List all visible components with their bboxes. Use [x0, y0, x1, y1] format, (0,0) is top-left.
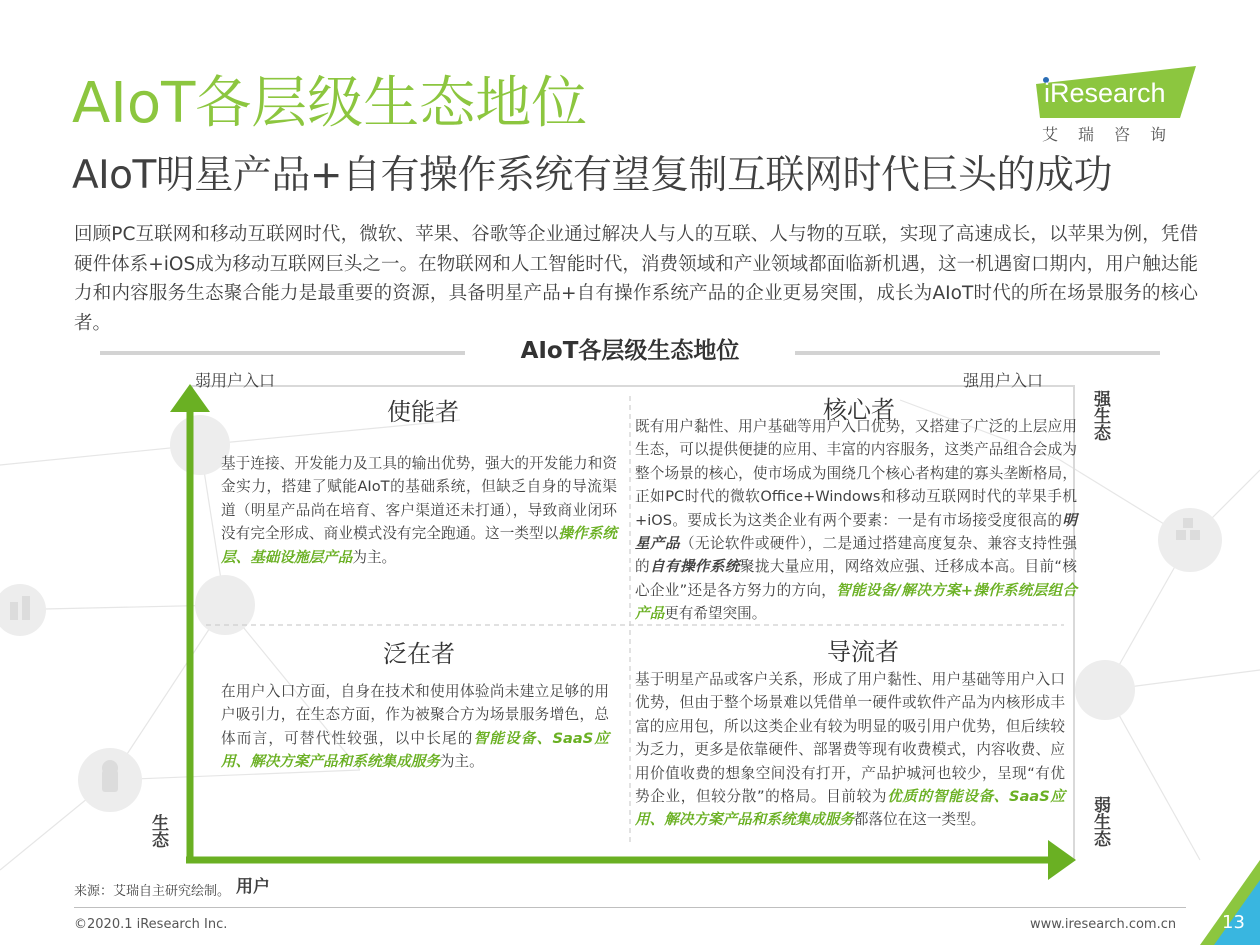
diagram-title: AIoT各层级生态地位	[520, 338, 740, 364]
logo-chinese: 艾瑞咨询	[1042, 125, 1187, 144]
website-link[interactable]: www.iresearch.com.cn	[1030, 917, 1177, 932]
source-note: 来源：艾瑞自主研究绘制。	[74, 884, 231, 899]
footer-divider	[74, 907, 1186, 908]
copyright-text: ©2020.1 iResearch Inc.	[74, 917, 228, 932]
x-axis-label: 用户	[236, 877, 270, 897]
core-bold-1: 明星产品	[635, 511, 1077, 553]
quadrant-ubiquitous-text	[221, 680, 609, 774]
weak-ecosystem-label: 弱生态	[1090, 796, 1110, 847]
core-tail: 更有希望突围。	[664, 605, 767, 623]
page-subtitle: AIoT明星产品+自有操作系统有望复制互联网时代巨头的成功	[72, 153, 1113, 198]
enabler-highlight: 操作系统层、基础设施层产品	[221, 525, 617, 566]
intro-paragraph: 回顾PC互联网和移动互联网时代，微软、苹果、谷歌等企业通过解决人与人的互联、人与物的互联，实现了高速成长，以苹果为例，凭借硬件体系+iOS成为移动互联网巨头之一。在物联网和人工智能时代，消费领域和产业领域都面临新机遇，这一机遇窗口期内，用户触达能力和内容服务生态聚合能力是最重要的资源，具备明星产品+自有操作系统产品的企业更易突围，成长为AIoT时代的所在场景服务的核心者。	[74, 224, 1198, 334]
weak-user-entry-label: 弱用户入口	[195, 371, 276, 390]
ubiquitous-body: 在用户入口方面，自身在技术和使用体验尚未建立足够的用户吸引力，在生态方面，作为被聚合方为场景服务增色，总体而言，可替代性较强，以中长尾的	[221, 683, 609, 747]
quadrant-diverter-heading: 导流者	[827, 638, 899, 666]
core-highlight: 智能设备/解决方案+操作系统层组合产品	[635, 581, 1078, 623]
page-number: 13	[1222, 912, 1245, 933]
quadrant-enabler-text	[221, 452, 617, 569]
ubiquitous-tail: 为主。	[439, 753, 484, 771]
core-body-3: 聚拢大量应用，网络效应强、迁移成本高。目前“核心企业”还是各方努力的方向，	[635, 558, 1077, 599]
strong-user-entry-label: 强用户入口	[963, 371, 1044, 390]
ubiquitous-highlight: 智能设备、SaaS应用、解决方案产品和系统集成服务	[221, 729, 609, 771]
enabler-tail: 为主。	[352, 548, 397, 566]
enabler-body: 基于连接、开发能力及工具的输出优势，强大的开发能力和资金实力，搭建了赋能AIoT的基础系统，但缺乏自身的导流渠道（明星产品尚在培育、客户渠道还未打通），导致商业闭环没有完全形成、商业模式没有完全跑通。这一类型以	[221, 455, 617, 543]
quadrant-core-text	[635, 415, 1077, 626]
core-body-1: 既有用户黏性、用户基础等用户入口优势，又搭建了广泛的上层应用生态，可以提供便捷的应用、丰富的内容服务，这类产品组合会成为整个场景的核心，使市场成为围绕几个核心者构建的寡头垄断格局，正如PC时代的微软Office+Windows和移动互联网时代的苹果手机+iOS。要成长为这类企业有两个要素：一是有市场接受度很高的	[635, 418, 1077, 529]
x-axis-arrow-icon	[1048, 840, 1076, 880]
core-bold-2: 自有操作系统	[649, 558, 740, 576]
diverter-body: 基于明星产品或客户关系，形成了用户黏性、用户基础等用户入口优势，但由于整个场景难以凭借单一硬件或软件产品为内核形成丰富的应用包，所以这类企业有较为明显的吸引用户优势，但后续较为乏力，更多是依靠硬件、部署费等现有收费模式，内容收费、应用价值收费的想象空间没有打开，产品护城河也较少，呈现“有优势企业，但较分散”的格局。目前较为	[635, 671, 1065, 806]
y-axis-label: 生态	[148, 814, 168, 848]
quadrant-ubiquitous-heading: 泛在者	[383, 640, 455, 668]
diverter-tail: 都落位在这一类型。	[853, 811, 986, 829]
quadrant-diverter-text	[635, 668, 1065, 832]
core-body-2: （无论软件或硬件），二是通过搭建高度复杂、兼容支持性强的	[635, 535, 1077, 576]
logo-wordmark: iResearch	[1044, 78, 1166, 108]
strong-ecosystem-label: 强生态	[1090, 390, 1110, 441]
quadrant-enabler-heading: 使能者	[387, 398, 459, 426]
quadrant-core-heading: 核心者	[823, 396, 895, 424]
page-title: AIoT各层级生态地位	[72, 71, 588, 136]
diverter-highlight: 优质的智能设备、SaaS应用、解决方案产品和系统集成服务	[635, 788, 1066, 829]
